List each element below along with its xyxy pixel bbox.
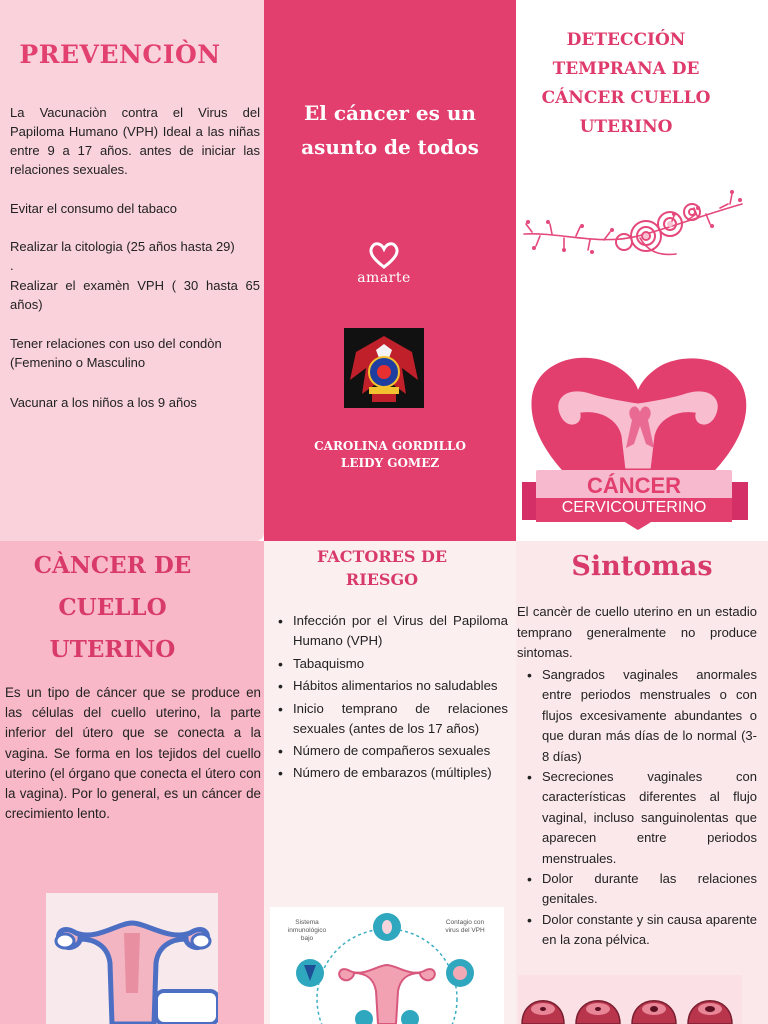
list-item: • Hábitos alimentarios no saludables [273, 676, 508, 696]
list-item: • Secreciones vaginales con características diferentes al flujo vaginal, incluso sanguinolentas que aparecen entre periodos menstruales. [517, 767, 757, 869]
list-item: • Inicio temprano de relaciones sexuales (antes de los 17 años) [273, 699, 508, 739]
panel-deteccion [516, 0, 768, 541]
factores-title: FACTORES DE RIESGO [316, 547, 448, 589]
list-item: • Dolor durante las relaciones genitales. [517, 869, 757, 910]
list-item: • Infección por el Virus del Papiloma Humano (VPH) [273, 611, 508, 651]
list-item: • Tabaquismo [273, 654, 508, 674]
prevencion-item-5: Tener relaciones con uso del condòn (Femenino o Masculino [10, 336, 222, 370]
prevencion-item-2: Evitar el consumo del tabaco [10, 201, 177, 216]
prevencion-item-6: Vacunar a los niños a los 9 años [10, 395, 197, 410]
prevencion-item-1: La Vacunaciòn contra el Virus del Papiloma Humano (VPH) Ideal a las niñas entre 9 a 17 años. antes de iniciar las relaciones sexuales. [10, 105, 260, 177]
prevencion-item-3: Realizar la citologia (25 años hasta 29) [10, 239, 235, 254]
cancer-banner [522, 470, 744, 526]
factores-list [273, 611, 508, 783]
panel-sintomas [516, 541, 768, 1024]
floral-ornament-icon [520, 186, 748, 276]
prevencion-item-4: Realizar el examèn VPH ( 30 hasta 65 años) [10, 278, 260, 312]
banner-line1: CÁNCER [586, 473, 682, 498]
cervix-stages-illustration-icon [518, 975, 742, 1024]
institution-emblem-icon [344, 328, 424, 408]
panel-prevencion [0, 0, 264, 541]
panel-cover [264, 0, 516, 541]
list-item: • Dolor constante y sin causa aparente en la zona pélvica. [517, 910, 757, 951]
sintomas-list [517, 665, 757, 951]
diagram-label-immune: Sistema inmunológico bajo [287, 919, 327, 942]
sintomas-intro: El cancèr de cuello uterino en un estadio temprano generalmente no produce sintomas. [517, 604, 757, 660]
panel-factores [264, 541, 516, 1024]
prevencion-item-dot: . [10, 258, 14, 273]
cancer-title: CÀNCER DE CUELLO UTERINO [33, 552, 192, 663]
panel-cancer [0, 541, 264, 1024]
uterus-illustration-icon [46, 893, 218, 1024]
cancer-text: Es un tipo de cáncer que se produce en las células del cuello uterino, la parte inferior del útero que se conecta a la vagina. Se forma en los tejidos del cuello uterino (el órgano que conecta el útero con la vagina). Por lo general, es un cáncer de crecimiento lento. [5, 685, 261, 822]
list-item: • Sangrados vaginales anormales entre periodos menstruales o con flujos excesivamente abundantes o que duran más días de lo normal (3-8 días) [517, 665, 757, 767]
sintomas-title: Sintomas [571, 551, 713, 582]
author-2: LEIDY GOMEZ [340, 456, 440, 470]
brand-name: amarte [357, 270, 411, 286]
list-item: • Número de embarazos (múltiples) [273, 763, 508, 783]
banner-line2: CERVICOUTERINO [561, 499, 707, 516]
heart-logo-icon [367, 240, 401, 270]
deteccion-title: DETECCIÓN TEMPRANA DE CÁNCER CUELLO UTERINO [541, 30, 711, 137]
diagram-label-vph: Contagio con virus del VPH [445, 919, 485, 934]
cover-slogan: El cáncer es un asunto de todos [301, 101, 479, 159]
prevencion-title: PREVENCIÒN [19, 40, 221, 69]
list-item: • Número de compañeros sexuales [273, 741, 508, 761]
author-1: CAROLINA GORDILLO [314, 439, 466, 453]
risk-diagram [270, 907, 504, 1024]
